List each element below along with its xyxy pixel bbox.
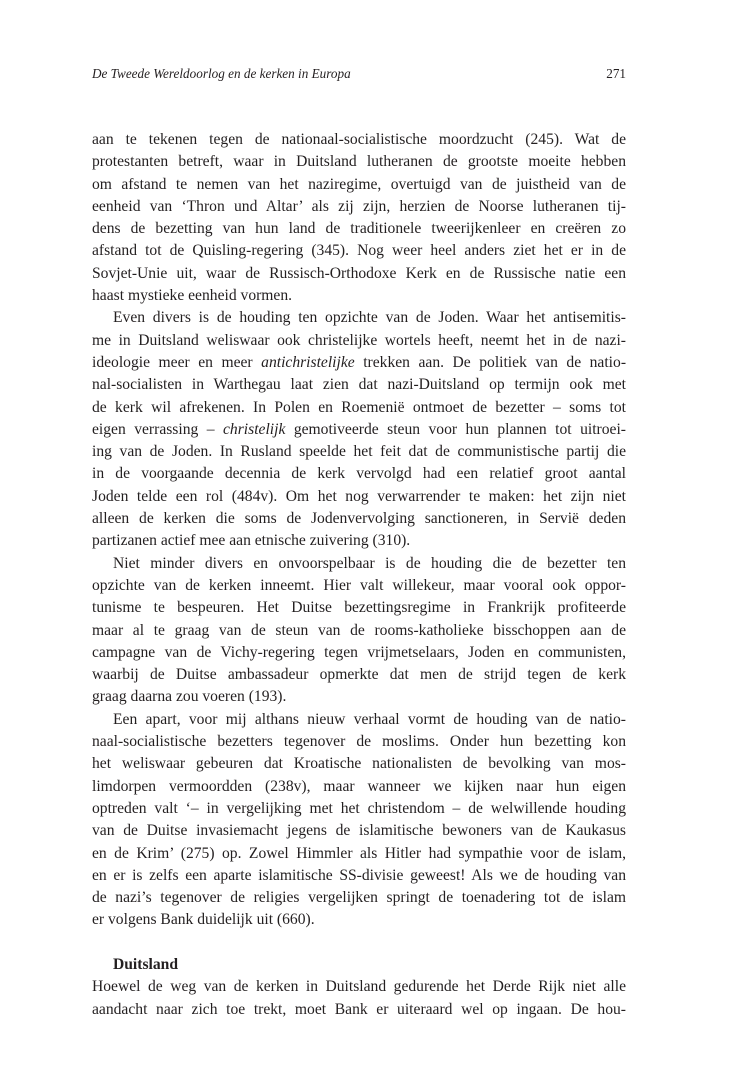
text-line: in de voorgaande decennia de kerk vervolgd had een relatief groot aantal [92, 465, 626, 483]
text-line: Sovjet-Unie uit, waar de Russisch-Orthodoxe Kerk en de Russische natie een [92, 264, 626, 282]
text-line: het weliswaar gebeuren dat Kroatische nationalisten de bevolking van mos- [92, 755, 626, 773]
text-line: er volgens Bank duidelijk uit (660). [92, 911, 315, 929]
text-line: aan te tekenen tegen de nationaal-socialistische moordzucht (245). Wat de [92, 131, 626, 148]
text-line: Even divers is de houding ten opzichte van de Joden. Waar het antisemitis- [113, 309, 626, 327]
running-head [92, 64, 626, 84]
page-number: 271 [606, 66, 626, 81]
text-line: de kerk wil afrekenen. In Polen en Roemenië ontmoet de bezetter – soms tot [92, 398, 626, 416]
text-line: om afstand te nemen van het naziregime, overtuigd van de juistheid van de [92, 175, 626, 193]
text-line: alleen de kerken die soms de Jodenvervolging sanctioneren, in Servië deden [92, 510, 626, 528]
text-line: campagne van de Vichy-regering tegen vrijmetselaars, Joden en communisten, [92, 643, 626, 661]
text-line: de nazi’s tegenover de religies vergelijken springt de toenadering tot de islam [92, 889, 626, 907]
text-line: maar al te graag van de steun van de rooms-katholieke bisschoppen aan de [92, 621, 626, 639]
text-line: optreden valt ‘– in vergelijking met het christendom – de welwillende houding [92, 799, 626, 817]
section-duitsland [92, 954, 626, 1021]
text-line: en er is zelfs een aparte islamitische SS-divisie geweest! Als we de houding van [92, 866, 626, 884]
text-line: nal-socialisten in Warthegau laat zien dat nazi-Duitsland op termijn ook met [92, 376, 626, 394]
text-line: ing van de Joden. In Rusland speelde het feit dat de communistische partij die [92, 443, 626, 461]
text-line: Niet minder divers en onvoorspelbaar is de houding die de bezetter ten [113, 554, 626, 572]
text-run: ideologie meer en meer [92, 353, 262, 371]
text-line: opzichte van de kerken inneemt. Hier valt willekeur, maar vooral ook oppor- [92, 576, 626, 594]
italic-text: christelijk [223, 420, 286, 438]
text-line: eenheid van ‘Thron und Altar’ als zij zijn, herzien de Noorse lutheranen tij- [92, 197, 626, 215]
text-line: van de Duitse invasiemacht jegens de islamitische bewoners van de Kaukasus [92, 822, 626, 840]
section-heading: Duitsland [113, 955, 179, 973]
text-line: Hoewel de weg van de kerken in Duitsland gedurende het Derde Rijk niet alle [92, 978, 626, 996]
text-line: protestanten betreft, waar in Duitsland lutheranen de grootste moeite hebben [92, 153, 626, 171]
text-line: Een apart, voor mij althans nieuw verhaal vormt de houding van de natio- [113, 710, 626, 728]
text-line: afstand tot de Quisling-regering (345). Nog weer heel anders ziet het er in de [92, 242, 626, 260]
text-line: limdorpen vermoordden (238v), maar wanneer we kijken naar hun eigen [92, 777, 626, 795]
paragraph-4 [92, 709, 626, 932]
text-line: Joden telde een rol (484v). Om het nog verwarrender te maken: het zijn niet [92, 487, 626, 505]
body-text [92, 129, 626, 1021]
text-run: eigen verrassing – [92, 420, 223, 438]
text-line: tunisme te bespeuren. Het Duitse bezettingsregime in Frankrijk profiteerde [92, 599, 626, 617]
italic-text: antichristelijke [261, 353, 355, 371]
text-line: me in Duitsland weliswaar ook christelijke wortels heeft, neemt het in de nazi- [92, 331, 626, 349]
text-line: naal-socialistische bezetters tegenover de moslims. Onder hun bezetting kon [92, 733, 626, 751]
paragraph-3 [92, 553, 626, 709]
text-line-mixed [92, 352, 626, 374]
text-line-mixed [92, 419, 626, 441]
text-line: aandacht naar zich toe trekt, moet Bank er uiteraard wel op ingaan. De hou- [92, 1000, 626, 1018]
text-line: partizanen actief mee aan etnische zuivering (310). [92, 532, 411, 550]
paragraph-1 [92, 129, 626, 307]
text-line: haast mystieke eenheid vormen. [92, 287, 293, 305]
text-line: dens de bezetting van hun land de traditionele tweerijkenleer en creëren zo [92, 220, 626, 238]
text-run: trekken aan. De politiek van de natio- [354, 353, 627, 371]
section-spacer [92, 932, 626, 954]
text-run: gemotiveerde steun voor hun plannen tot uitroei- [285, 420, 626, 438]
text-line: en de Krim’ (275) op. Zowel Himmler als Hitler had sympathie voor de islam, [92, 844, 626, 862]
running-title: De Tweede Wereldoorlog en de kerken in Europa [92, 66, 351, 81]
text-line: graag daarna zou voeren (193). [92, 688, 287, 706]
text-line: waarbij de Duitse ambassadeur opmerkte dat men de strijd tegen de kerk [92, 666, 626, 684]
paragraph-2 [92, 307, 626, 552]
